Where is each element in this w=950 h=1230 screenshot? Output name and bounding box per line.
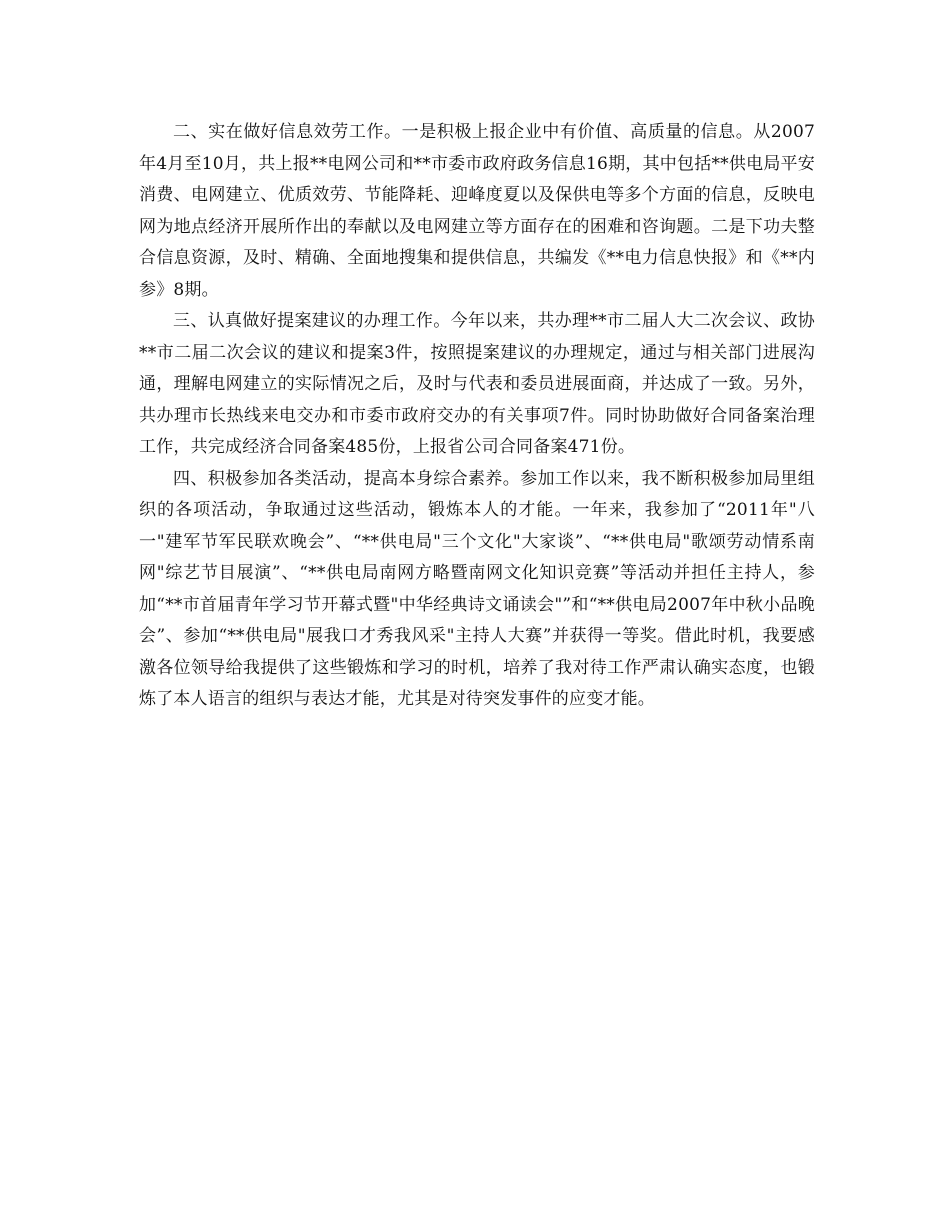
paragraph-proposal-handling: 三、认真做好提案建议的办理工作。今年以来，共办理**市二届人大二次会议、政协**市二届二次会议的建议和提案3件，按照提案建议的办理规定，通过与相关部门进展沟通，理解电网建立的实际情况之后，及时与代表和委员进展面商，并达成了一致。另外，共办理市长热线来电交办和市委市政府交办的有关事项7件。同时协助做好合同备案治理工作，共完成经济合同备案485份，上报省公司合同备案471份。	[139, 311, 815, 457]
paragraph-information-service: 二、实在做好信息效劳工作。一是积极上报企业中有价值、高质量的信息。从2007年4月至10月，共上报**电网公司和**市委市政府政务信息16期，其中包括**供电局平安消费、电网建立、优质效劳、节能降耗、迎峰度夏以及保供电等多个方面的信息，反映电网为地点经济开展所作出的奉献以及电网建立等方面存在的困难和咨询题。二是下功夫整合信息资源，及时、精确、全面地搜集和提供信息，共编发《**电力信息快报》和《**内参》8期。	[139, 122, 815, 300]
paragraph-activities: 四、积极参加各类活动，提高本身综合素养。参加工作以来，我不断积极参加局里组织的各项活动，争取通过这些活动，锻炼本人的才能。一年来，我参加了“2011年"八一"建军节军民联欢晚会”、“**供电局"三个文化"大家谈”、“**供电局"歌颂劳动情系南网"综艺节目展演”、“**供电局南网方略暨南网文化知识竞赛”等活动并担任主持人，参加“**市首届青年学习节开幕式暨"中华经典诗文诵读会"”和“**供电局2007年中秋小品晚会”、参加“**供电局"展我口才秀我风采"主持人大赛”并获得一等奖。借此时机，我要感激各位领导给我提供了这些锻炼和学习的时机，培养了我对待工作严肃认确实态度，也锻炼了本人语言的组织与表达才能，尤其是对待突发事件的应变才能。	[139, 468, 815, 709]
document-body	[139, 117, 815, 716]
